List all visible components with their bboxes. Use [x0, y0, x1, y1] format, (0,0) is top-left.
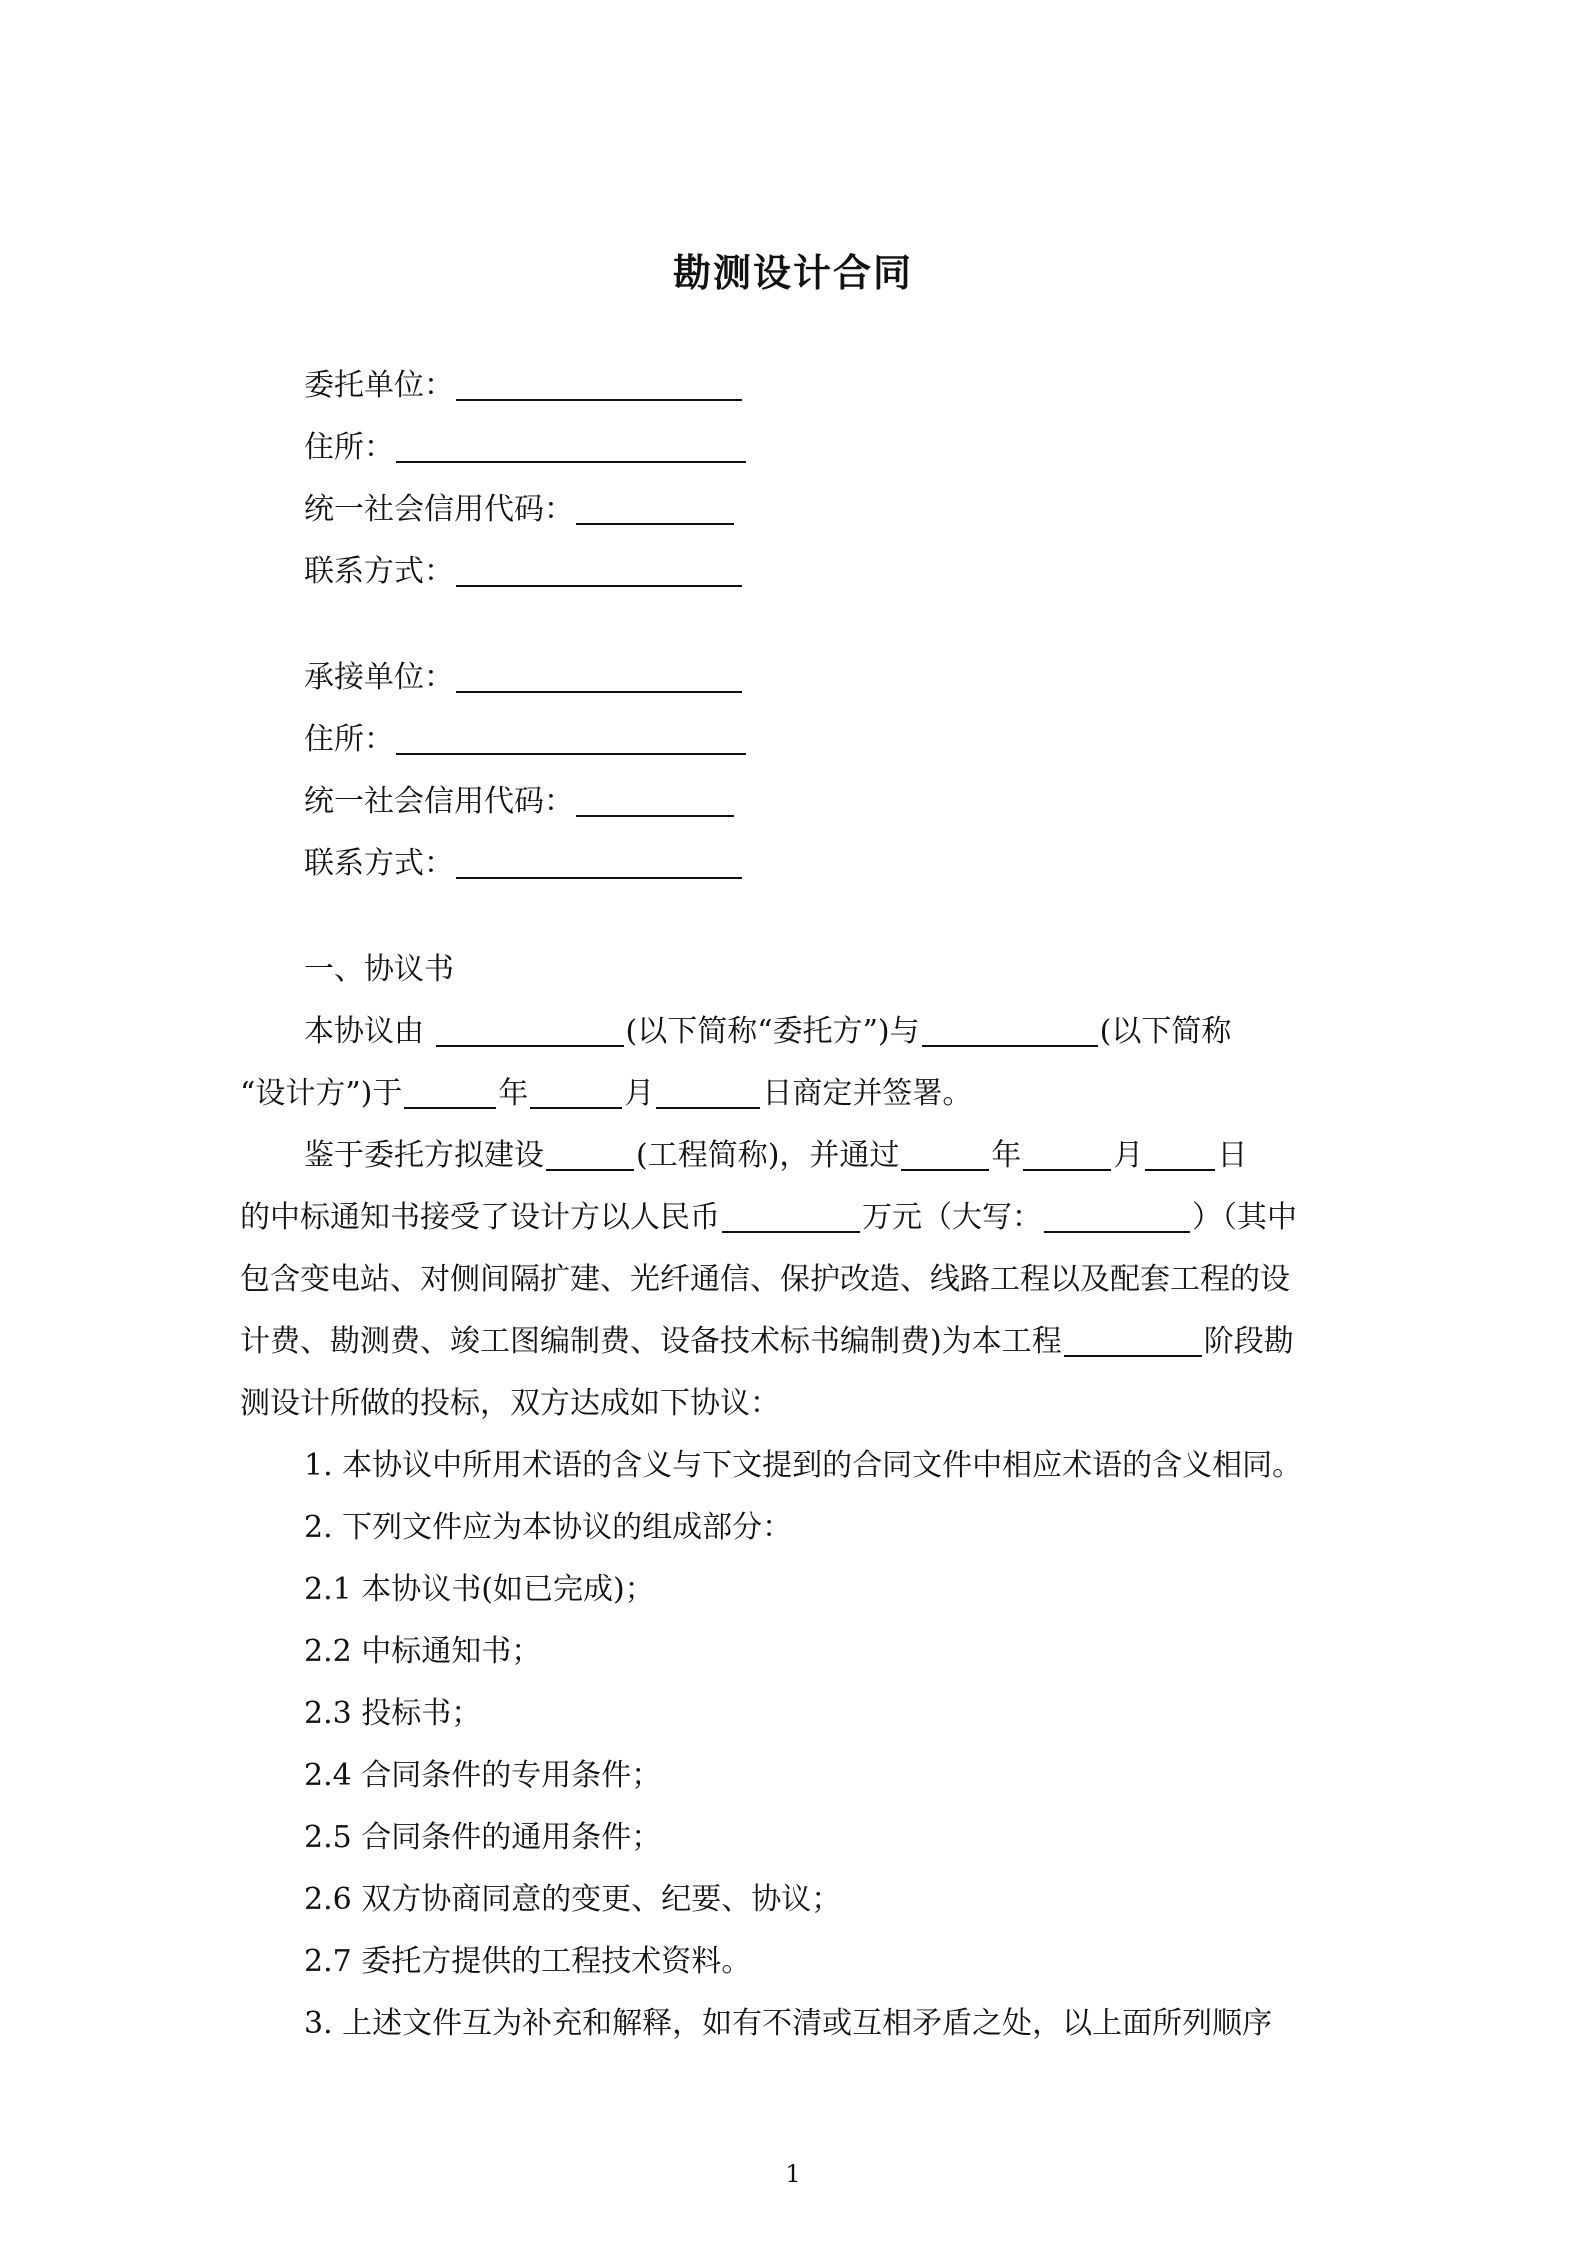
stage-blank[interactable]	[1064, 1325, 1202, 1357]
para2-line1	[304, 1136, 1247, 1176]
contractor-unit-blank[interactable]	[456, 661, 742, 693]
para2-line5: 测设计所做的投标，双方达成如下协议：	[240, 1386, 780, 1421]
para2-line3: 包含变电站、对侧间隔扩建、光纤通信、保护改造、线路工程以及配套工程的设	[240, 1262, 1290, 1297]
contractor-address-line	[304, 720, 748, 760]
para-text: 年	[991, 1138, 1022, 1173]
para-text: (工程简称)，并通过	[636, 1138, 900, 1173]
client-credit-blank[interactable]	[576, 493, 734, 525]
para-text: “设计方”)于	[240, 1076, 403, 1111]
list-item: 2. 下列文件应为本协议的组成部分：	[304, 1510, 793, 1545]
para-text: 月	[624, 1076, 655, 1111]
list-item: 1. 本协议中所用术语的含义与下文提到的合同文件中相应术语的含义相同。	[304, 1448, 1303, 1483]
contractor-credit-blank[interactable]	[576, 785, 734, 817]
notice-day-blank[interactable]	[1145, 1139, 1215, 1171]
para-text: (以下简称	[1099, 1014, 1232, 1049]
para-text: 本协议由	[304, 1014, 424, 1049]
contractor-contact-label: 联系方式：	[304, 846, 454, 881]
client-credit-line	[304, 490, 736, 530]
sign-day-blank[interactable]	[656, 1077, 760, 1109]
contractor-contact-blank[interactable]	[456, 847, 742, 879]
client-name-blank[interactable]	[436, 1015, 624, 1047]
list-item: 2.5 合同条件的通用条件；	[304, 1820, 662, 1855]
contractor-credit-label: 统一社会信用代码：	[304, 784, 574, 819]
para-text: 日商定并签署。	[762, 1076, 973, 1111]
sign-month-blank[interactable]	[530, 1077, 622, 1109]
client-unit-blank[interactable]	[456, 369, 742, 401]
client-address-line	[304, 428, 748, 468]
contract-title: 勘测设计合同	[672, 250, 913, 295]
contractor-unit-line	[304, 658, 744, 698]
contractor-unit-label: 承接单位：	[304, 660, 454, 695]
para-text: 日	[1217, 1138, 1248, 1173]
amount-blank[interactable]	[722, 1201, 860, 1233]
list-item: 3. 上述文件互为补充和解释，如有不清或互相矛盾之处，以上面所列顺序	[304, 2006, 1273, 2041]
para1-line1	[304, 1012, 1231, 1052]
client-contact-blank[interactable]	[456, 555, 742, 587]
para-text: 阶段勘	[1203, 1324, 1294, 1359]
amount-words-blank[interactable]	[1044, 1201, 1190, 1233]
contractor-address-blank[interactable]	[396, 723, 746, 755]
client-unit-line	[304, 366, 744, 406]
contractor-credit-line	[304, 782, 736, 822]
client-unit-label: 委托单位：	[304, 368, 454, 403]
client-address-blank[interactable]	[396, 431, 746, 463]
para-text: 计费、勘测费、竣工图编制费、设备技术标书编制费)为本工程	[240, 1324, 1062, 1359]
list-item: 2.1 本协议书(如已完成)；	[304, 1572, 655, 1607]
para-text: ）（其中	[1192, 1200, 1297, 1235]
para-text: (以下简称“委托方”)与	[625, 1014, 920, 1049]
para2-line4	[240, 1322, 1352, 1362]
sign-year-blank[interactable]	[404, 1077, 496, 1109]
contractor-contact-line	[304, 844, 744, 884]
para1-line2	[240, 1074, 1352, 1114]
list-item: 2.7 委托方提供的工程技术资料。	[304, 1944, 752, 1979]
para-text: 万元（大写：	[862, 1200, 1042, 1235]
notice-year-blank[interactable]	[901, 1139, 989, 1171]
section-heading: 一、协议书	[304, 952, 454, 987]
list-item: 2.3 投标书；	[304, 1696, 482, 1731]
page-number: 1	[785, 2160, 801, 2188]
client-contact-label: 联系方式：	[304, 554, 454, 589]
para-text: 年	[498, 1076, 529, 1111]
list-item: 2.6 双方协商同意的变更、纪要、协议；	[304, 1882, 842, 1917]
notice-month-blank[interactable]	[1023, 1139, 1111, 1171]
list-item: 2.4 合同条件的专用条件；	[304, 1758, 662, 1793]
para-text: 的中标通知书接受了设计方以人民币	[240, 1200, 720, 1235]
para-text: 月	[1113, 1138, 1144, 1173]
project-name-blank[interactable]	[546, 1139, 634, 1171]
designer-name-blank[interactable]	[922, 1015, 1098, 1047]
para-text: 鉴于委托方拟建设	[304, 1138, 544, 1173]
para2-line2	[240, 1198, 1352, 1238]
client-contact-line	[304, 552, 744, 592]
client-credit-label: 统一社会信用代码：	[304, 492, 574, 527]
list-item: 2.2 中标通知书；	[304, 1634, 542, 1669]
contractor-address-label: 住所：	[304, 722, 394, 757]
client-address-label: 住所：	[304, 430, 394, 465]
